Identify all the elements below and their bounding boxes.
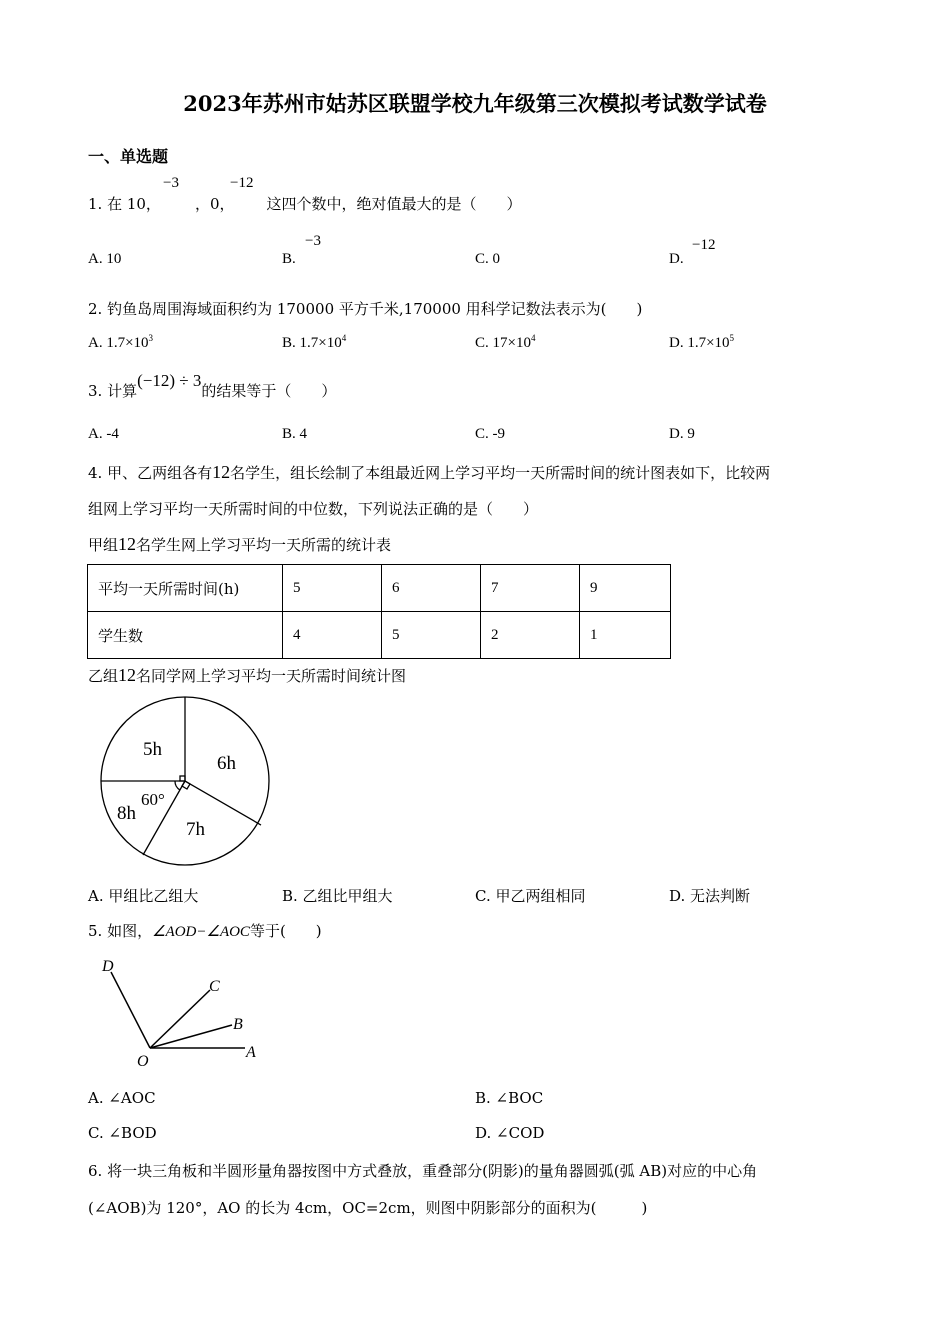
point-c: C	[209, 978, 220, 995]
question-4-line-2: 组网上学习平均一天所需时间的中位数，下列说法正确的是（ ）	[88, 500, 539, 518]
row-unit: (h)	[218, 579, 240, 598]
q4-n: 12	[212, 462, 231, 482]
q1-text: ，0，	[194, 195, 235, 213]
q5-text: 等于( )	[249, 922, 322, 940]
q4-text: 名学生，组长绘制了本组最近网上学习平均一天所需时间的统计图表如下，比较两	[230, 464, 771, 482]
table-cell: 5	[283, 565, 382, 612]
q3-option-d: D. 9	[669, 426, 695, 442]
q2-b-base: B. 1.7×10	[282, 335, 342, 351]
q1-option-d: D.	[669, 251, 684, 267]
q1-text: 这四个数中，绝对值最大的是（ ）	[266, 195, 522, 213]
q1-math-1: −3	[163, 175, 179, 191]
q1-math-2: −12	[230, 175, 254, 191]
q1-option-d-math: −12	[692, 237, 716, 253]
pie-label-5h: 5h	[143, 739, 162, 760]
q5-option-d: D. ∠COD	[475, 1124, 545, 1142]
table-cell: 9	[580, 565, 671, 612]
question-6-line-2: (∠AOB)为 120°，AO 的长为 4cm，OC=2cm，则图中阴影部分的面积为( )	[88, 1199, 648, 1217]
caption-text: 甲组	[88, 536, 119, 554]
point-o: O	[137, 1053, 149, 1070]
caption-text: 乙组	[88, 667, 119, 685]
q4-option-a: A. 甲组比乙组大	[88, 887, 199, 905]
q2-d-exp: 5	[729, 333, 735, 343]
q3-math: (−12) ÷ 3	[137, 371, 202, 390]
angle-figure	[111, 972, 245, 1048]
q5-option-c: C. ∠BOD	[88, 1124, 157, 1142]
row-label: 平均一天所需时间	[98, 579, 219, 598]
pie-label-6h: 6h	[217, 753, 236, 774]
q2-c-exp: 4	[530, 333, 536, 343]
q3-option-c: C. -9	[475, 426, 505, 442]
caption-text: 名同学网上学习平均一天所需时间统计图	[136, 667, 407, 685]
q2-a-exp: 3	[148, 333, 154, 343]
question-6-line-1: 6. 将一块三角板和半圆形量角器按图中方式叠放，重叠部分(阴影)的量角器圆弧(弧 AB)对应的中心角	[88, 1162, 758, 1180]
q5-text: 5. 如图，	[88, 922, 153, 940]
q3-text: 的结果等于（ ）	[201, 382, 337, 400]
pie-label-8h: 8h	[117, 803, 136, 824]
angle-label: 60°	[141, 790, 165, 809]
q4-option-b: B. 乙组比甲组大	[282, 887, 393, 905]
question-5	[88, 920, 322, 941]
angle-arc	[175, 781, 180, 790]
right-angle-mark	[182, 781, 190, 789]
caption-n: 12	[118, 534, 137, 554]
right-angle-mark	[180, 776, 185, 781]
question-2: 2. 钓鱼岛周围海域面积约为 170000 平方千米,170000 用科学记数法表示为( )	[88, 300, 643, 318]
pie-labels	[117, 739, 237, 840]
section-heading: 一、单选题	[88, 147, 169, 166]
table-cell: 4	[283, 612, 382, 659]
q4-text: 4. 甲、乙两组各有	[88, 464, 213, 482]
q2-c-base: C. 17×10	[475, 335, 531, 351]
q2-b-exp: 4	[341, 333, 347, 343]
q3-option-b: B. 4	[282, 426, 308, 442]
caption-n: 12	[118, 665, 137, 685]
q5-option-b: B. ∠BOC	[475, 1089, 544, 1107]
q5-math: ∠AOD−∠AOC	[152, 924, 250, 940]
q2-a-base: A. 1.7×10	[88, 335, 149, 351]
table-cell: 学生数	[88, 612, 283, 659]
q3-option-a: A. -4	[88, 426, 119, 442]
table-cell: 7	[481, 565, 580, 612]
q1-text: 1. 在 10，	[88, 195, 161, 213]
q2-d-base: D. 1.7×10	[669, 335, 730, 351]
q1-option-c: C. 0	[475, 251, 501, 267]
q1-option-b-math: −3	[305, 233, 321, 249]
page-title: 2023年苏州市姑苏区联盟学校九年级第三次模拟考试数学试卷	[183, 91, 767, 116]
q5-option-a: A. ∠AOC	[88, 1089, 156, 1107]
q4-option-c: C. 甲乙两组相同	[475, 887, 586, 905]
point-a: A	[246, 1044, 256, 1061]
table-cell: 5	[382, 612, 481, 659]
angle-point-labels	[101, 958, 256, 1070]
q4-option-d: D. 无法判断	[669, 887, 751, 905]
table-cell: 6	[382, 565, 481, 612]
pie-chart	[101, 697, 269, 865]
q3-text: 3. 计算	[88, 382, 138, 400]
q1-option-a: A. 10	[88, 251, 122, 267]
q1-option-b: B.	[282, 251, 296, 267]
point-d: D	[102, 958, 114, 975]
table-cell: 1	[580, 612, 671, 659]
point-b: B	[233, 1016, 243, 1033]
pie-label-7h: 7h	[186, 819, 205, 840]
ray-od	[111, 972, 150, 1048]
caption-text: 名学生网上学习平均一天所需的统计表	[136, 536, 392, 554]
table-cell: 2	[481, 612, 580, 659]
